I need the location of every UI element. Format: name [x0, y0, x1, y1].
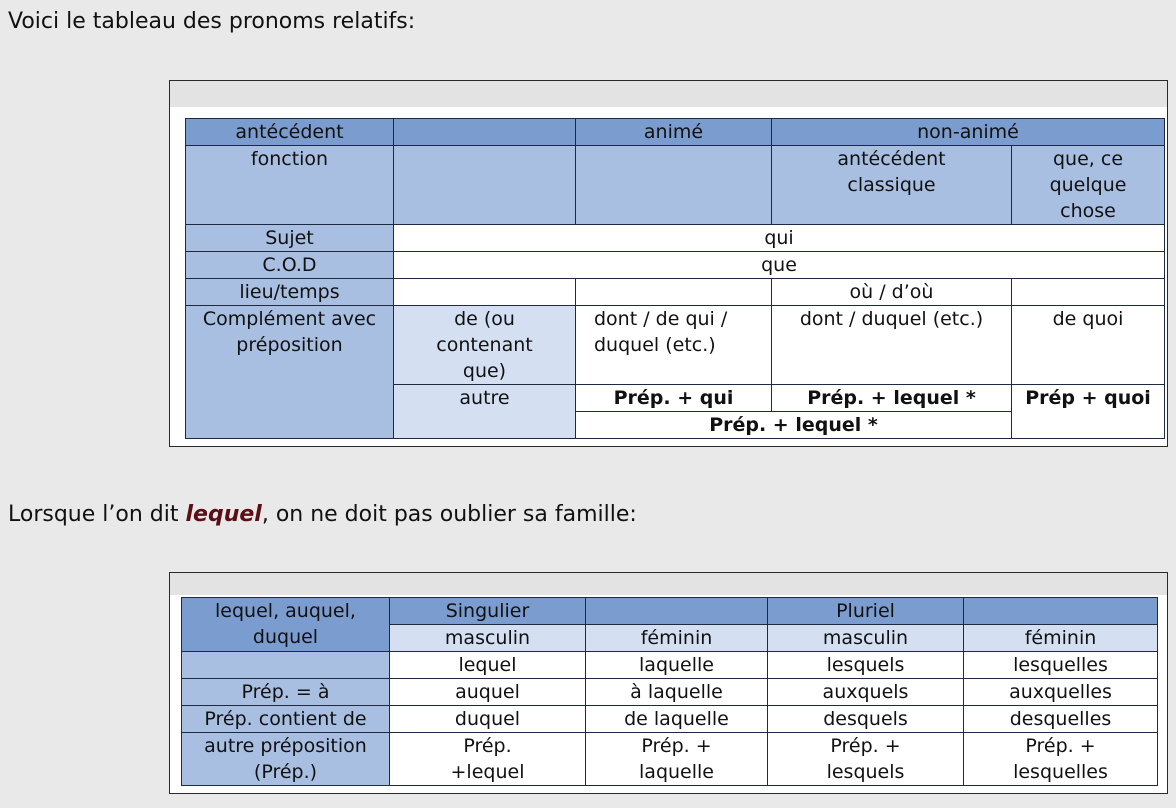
gender-header: féminin — [964, 625, 1158, 652]
second-paragraph — [8, 501, 637, 529]
header-anime: animé — [576, 119, 772, 146]
relative-pronouns-table-image — [169, 80, 1168, 447]
pronoun-cell: lesquelles — [964, 652, 1158, 679]
header-antecedent-classique: antécédent classique — [772, 146, 1012, 225]
pronoun-cell: Prép. + laquelle — [586, 733, 768, 786]
cell-dont-duquel: dont / duquel (etc.) — [772, 306, 1012, 385]
header-singulier: Singulier — [390, 598, 586, 625]
row-label-lieu-temps: lieu/temps — [186, 279, 394, 306]
cell-prep-lequel-merged: Prép. + lequel * — [576, 412, 1012, 439]
fonction-empty-cell — [576, 146, 772, 225]
row-label: autre préposition (Prép.) — [182, 733, 390, 786]
pronoun-cell: laquelle — [586, 652, 768, 679]
pronoun-cell: auquel — [390, 679, 586, 706]
row-label-complement: Complément avec préposition — [186, 306, 394, 439]
header-antecedent: antécédent — [186, 119, 394, 146]
cell-prep-qui: Prép. + qui — [576, 385, 772, 412]
pronoun-cell: Prép. + lesquels — [768, 733, 964, 786]
row-label: Prép. contient de — [182, 706, 390, 733]
relative-pronouns-table — [185, 118, 1165, 439]
row-label-sujet: Sujet — [186, 225, 394, 252]
lequel-family-table — [181, 597, 1158, 786]
pronoun-cell: Prép. + lesquelles — [964, 733, 1158, 786]
pronoun-cell: Prép. +lequel — [390, 733, 586, 786]
header-que-ce-quelque-chose: que, ce quelque chose — [1012, 146, 1165, 225]
pronoun-cell: lequel — [390, 652, 586, 679]
header-empty — [964, 598, 1158, 625]
gender-header: masculin — [768, 625, 964, 652]
pronoun-cell: à laquelle — [586, 679, 768, 706]
cod-value: que — [394, 252, 1165, 279]
lieu-temps-empty-cell — [1012, 279, 1165, 306]
sub-label-autre: autre — [394, 385, 576, 439]
second-text-after: , on ne doit pas oublier sa famille: — [261, 502, 637, 527]
second-text-before: Lorsque l’on dit — [8, 502, 186, 527]
lieu-temps-empty-cell — [576, 279, 772, 306]
intro-paragraph: Voici le tableau des pronoms relatifs: — [8, 9, 416, 34]
cell-dont-de-qui-duquel: dont / de qui / duquel (etc.) — [576, 306, 772, 385]
pronoun-cell: de laquelle — [586, 706, 768, 733]
header-empty — [586, 598, 768, 625]
header-empty — [394, 119, 576, 146]
gender-header: féminin — [586, 625, 768, 652]
header-non-anime: non-animé — [772, 119, 1165, 146]
cell-prep-lequel: Prép. + lequel * — [772, 385, 1012, 412]
lieu-temps-value: où / d’où — [772, 279, 1012, 306]
gender-header: masculin — [390, 625, 586, 652]
lieu-temps-empty-cell — [394, 279, 576, 306]
lequel-family-table-image — [169, 572, 1168, 794]
corner-lequel-auquel-duquel: lequel, auquel, duquel — [182, 598, 390, 652]
pronoun-cell: desquelles — [964, 706, 1158, 733]
row-label-cod: C.O.D — [186, 252, 394, 279]
cell-prep-quoi: Prép + quoi — [1012, 385, 1165, 439]
pronoun-cell: duquel — [390, 706, 586, 733]
pronoun-cell: lesquels — [768, 652, 964, 679]
header-pluriel: Pluriel — [768, 598, 964, 625]
row-label: Prép. = à — [182, 679, 390, 706]
lequel-emphasis: lequel — [185, 502, 262, 527]
row-label-fonction: fonction — [186, 146, 394, 225]
pronoun-cell: auxquelles — [964, 679, 1158, 706]
sub-label-de-ou-contenant-que: de (ou contenant que) — [394, 306, 576, 385]
fonction-empty-cell — [394, 146, 576, 225]
row-label — [182, 652, 390, 679]
pronoun-cell: auxquels — [768, 679, 964, 706]
cell-de-quoi: de quoi — [1012, 306, 1165, 385]
pronoun-cell: desquels — [768, 706, 964, 733]
sujet-value: qui — [394, 225, 1165, 252]
